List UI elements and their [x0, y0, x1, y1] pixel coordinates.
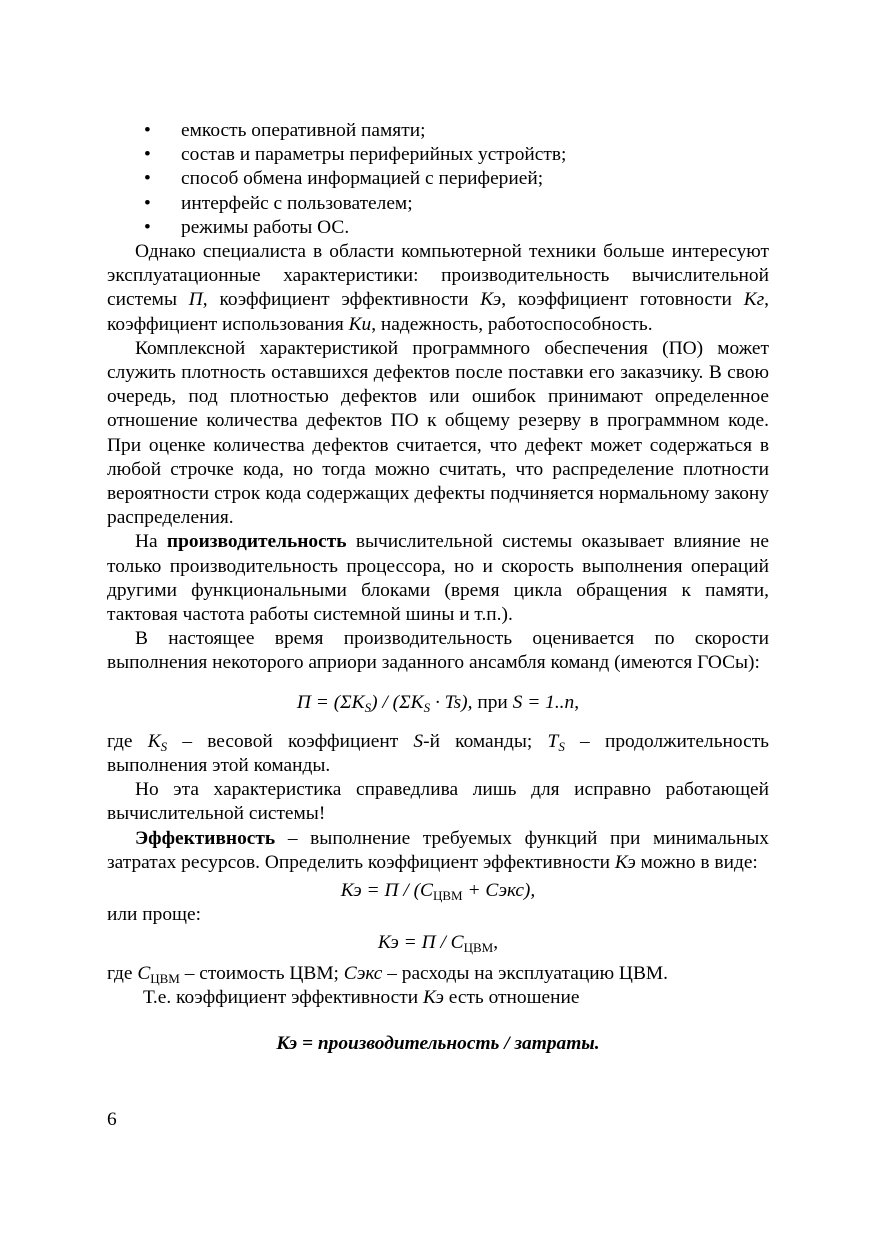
list-item: • режимы работы ОС. [107, 216, 769, 240]
formula-performance: $П = (\Sigma K_S) / (\Sigma K_S \cdot Ts)$, при S = 1..n, [296, 691, 580, 715]
formula-efficiency-ratio: Кэ = производительность / затраты. [276, 1033, 600, 1055]
list-item: • емкость оперативной памяти; [107, 119, 769, 143]
paragraph-but: Но эта характеристика справедлива лишь для исправно работающей вычислительной системы! [107, 779, 769, 825]
paragraph-defects: Комплексной характеристикой программного обеспечения (ПО) может служить плотность оставшихся дефектов после поставки его заказчику. В свою очередь, под плотностью дефектов или ошибок принимают определенное отношение количества дефектов ПО к общему резерву в программном коде. При оценке количества дефектов считается, что дефект может содержаться в любой строчке кода, но тогда можно считать, что распределение плотности вероятности строк кода содержащих дефекты подчиняется нормальному закону распределения. [107, 337, 769, 529]
bullet-icon: • [144, 168, 151, 190]
bullet-icon: • [144, 192, 151, 214]
list-item: • интерфейс с пользователем; [107, 192, 769, 216]
paragraph-characteristics: Однако специалиста в области компьютерной техники больше интересуют эксплуатационные характеристики: производительность вычислительной системы П, коэффициент эффективности Кэ, коэффициент готовности Кг, коэффициент использования Ки, надежность, работоспособность. [107, 240, 769, 335]
formula-efficiency-simple: Кэ = П / $С_{ЦВМ}$, [377, 932, 499, 956]
bullet-list [107, 119, 769, 240]
bullet-icon: • [144, 216, 151, 238]
bullet-icon: • [144, 144, 151, 166]
page-body [107, 119, 769, 1056]
paragraph-efficiency: Эффективность – выполнение требуемых функций при минимальных затратах ресурсов. Определить коэффициент эффективности Кэ можно в виде: [107, 827, 769, 873]
text-or-simpler: или проще: [107, 904, 201, 926]
page-number: 6 [107, 1109, 117, 1130]
list-item: • состав и параметры периферийных устройств; [107, 143, 769, 167]
paragraph-where-cost: где $С_{ЦВМ}$ – стоимость ЦВМ; Сэкс – расходы на эксплуатацию ЦВМ. [107, 962, 668, 986]
formula-efficiency-full: Кэ = П / ($С_{ЦВМ}$ + Сэкс), [340, 880, 536, 904]
list-item: • способ обмена информацией с периферией; [107, 167, 769, 191]
paragraph-ratio: Т.е. коэффициент эффективности Кэ есть отношение [143, 986, 580, 1008]
paragraph-estimation: В настоящее время производительность оценивается по скорости выполнения некоторого априори заданного ансамбля команд (имеются ГОСы): [107, 628, 769, 674]
paragraph-performance: На производительность вычислительной системы оказывает влияние не только производительность процессора, но и скорость выполнения операций другими функциональными блоками (время цикла обращения к памяти, тактовая частота работы системной шины и т.п.). [107, 531, 769, 625]
paragraph-where-ks: где $K_S$ – весовой коэффициент S-й команды; $T_S$ – продолжительность выполнения этой команды. [107, 730, 770, 776]
bullet-icon: • [144, 120, 151, 141]
